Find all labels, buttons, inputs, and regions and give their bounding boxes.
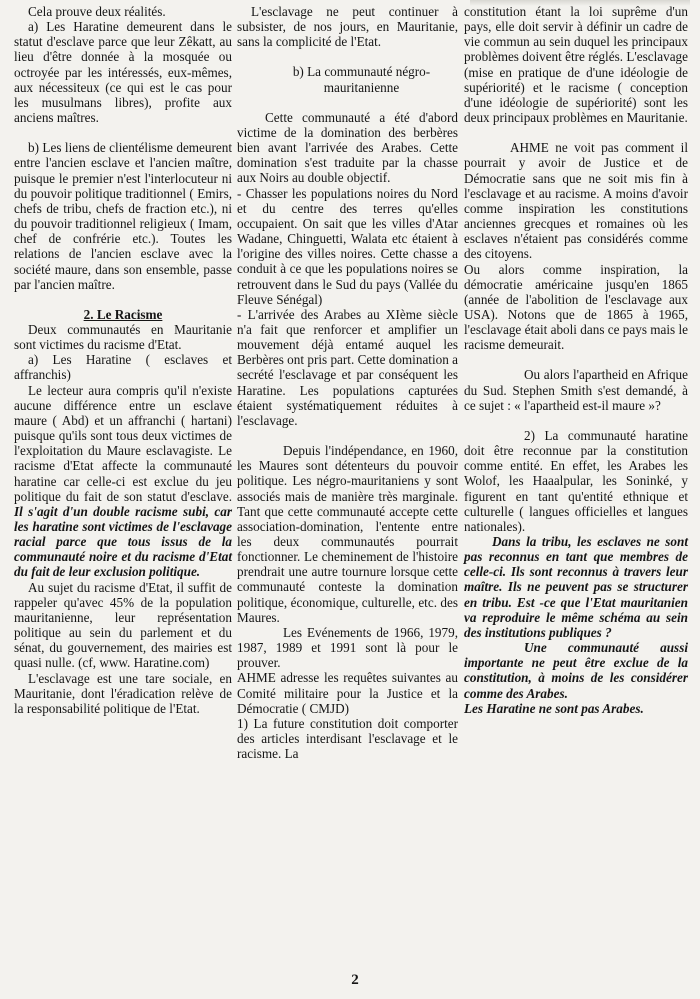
paragraph-gap (14, 125, 232, 140)
col2-paragraph-3: - Chasser les populations noires du Nord et du centre des terres qu'elles occupaient. On sait que les villes d'Atar Wadane, Chinguetti, Walata etc étaient à l'origine des villes noires. Cette chasse a conduit à ce que les populations noires se retrouvent dans le Sud du pays (Vallée du Fleuve Sénégal) (237, 185, 458, 307)
page-number: 2 (351, 972, 359, 988)
col2-paragraph-5: Depuis l'indépendance, en 1960, les Maures sont détenteurs du pouvoir politique. Les négro-mauritaniens y sont associés mais de manière très marginale. Tant que cette communauté accepte cette association-domination, l'entente entre les deux communautés pourrait fonctionner. Le cheminement de l'histoire prendrait une autre tournure lorsque cette communauté conteste la domination politique, économique, culturelle, etc. des Maures. (237, 443, 458, 625)
col1-paragraph-4: Deux communautés en Mauritanie sont victimes du racisme d'Etat. (14, 321, 232, 353)
col1-paragraph-6-emphasis: Il s'agit d'un double racisme subi, car les haratine sont victimes de l'esclavage racial parce que tous issus de la communauté noire et du racisme d'Etat du fait de leur exclusion politique. (14, 503, 232, 580)
subsection-heading-negro-mauritanienne: b) La communauté négro-mauritanienne (292, 64, 431, 95)
col1-paragraph-8: L'esclavage est une tare sociale, en Mauritanie, dont l'éradication relève de la responsabilité politique de l'Etat. (14, 670, 232, 716)
paragraph-gap (237, 428, 458, 443)
col1-paragraph-6-text: Le lecteur aura compris qu'il n'existe aucune différence entre un esclave maure ( Abd) et un affranchi ( hartani) puisque qu'ils sont tous deux victimes de l'exploitation du Maure esclavagiste. Le racisme d'Etat affecte la communauté haratine car celle-ci est exclue du jeu politique du fait de son statut d'esclave. (14, 382, 232, 504)
col3-paragraph-2: AHME ne voit pas comment il pourrait y avoir de Justice et de Démocratie sans que ne soit mis fin à l'esclavage et au racisme. A moins d'avoir comme inspiration les constitutions anciennes grecques et romaines où les esclaves n'étaient pas considérés comme des citoyens. (464, 140, 688, 262)
col2-paragraph-2: Cette communauté a été d'abord victime de la domination des berbères bien avant l'arrivée des Arabes. Cette domination s'est traduite par la chasse aux Noirs au double objectif. (237, 109, 458, 186)
col1-paragraph-6 (14, 383, 232, 580)
col2-paragraph-8: 1) La future constitution doit comporter des articles interdisant l'esclavage et le racisme. La (237, 715, 458, 762)
col1-paragraph-7: Au sujet du racisme d'Etat, il suffit de rappeler qu'avec 45% de la population mauritanienne, leur représentation politique au sein du parlement et du sénat, du gouvernement, des mairies est quasi nulle. (cf, www. Haratine.com) (14, 579, 232, 671)
col1-paragraph-5: a) Les Haratine ( esclaves et affranchis) (14, 352, 232, 383)
col3-paragraph-5: 2) La communauté haratine doit être reconnue par la constitution comme entité. En effet, les Arabes les Wolof, les Haaalpular, les Soninké, y figurent en tant qu'entité ethnique et culturelle ( langues officielles et langues nationales). (464, 427, 688, 534)
column-2 (237, 4, 458, 761)
paragraph-gap (237, 95, 458, 110)
paragraph-gap (237, 49, 458, 64)
col3-paragraph-3: Ou alors comme inspiration, la démocratie américaine jusqu'en 1865 (année de l'abolition de l'esclavage aux USA). Notons que de 1865 à 1965, l'esclavage était aboli dans ce pays mais le racisme demeurait. (464, 261, 688, 353)
paragraph-gap (464, 413, 688, 428)
col3-paragraph-6: Dans la tribu, les esclaves ne sont pas reconnus en tant que membres de celle-ci. Ils sont reconnus à travers leur maître. Ils ne peuvent pas se structurer en tribu. Est -ce que l'Etat mauritanien va reproduire le même schéma au sein des institutions publiques ? (464, 534, 688, 640)
footer-bleed (470, 976, 670, 990)
col3-paragraph-1: constitution étant la loi suprême d'un pays, elle doit servir à définir un cadre de vie commun au sein duquel les principaux problèmes doivent être réglés. L'esclavage (mise en pratique de d'une idéologie de supériorité) et le racisme ( conception d'une idéologie de supériorité) sont les deux principaux problèmes en Mauritanie. (464, 4, 688, 126)
col3-paragraph-7: Une communauté aussi importante ne peut être exclue de la constitution, à moins de les considérer comme des Arabes. (464, 640, 688, 701)
col2-paragraph-6: Les Evénements de 1966, 1979, 1987, 1989 et 1991 sont là pour le prouver. (237, 624, 458, 671)
paragraph-gap (14, 292, 232, 307)
section-heading-racisme: 2. Le Racisme (83, 306, 163, 322)
col3-paragraph-8: Les Haratine ne sont pas Arabes. (464, 700, 644, 716)
col1-paragraph-1: Cela prouve deux réalités. (28, 4, 166, 19)
column-1 (14, 4, 232, 716)
col3-paragraph-4: Ou alors l'apartheid en Afrique du Sud. Stephen Smith s'est demandé, à ce sujet : « l'apartheid est-il maure »? (464, 367, 688, 413)
col2-paragraph-7: AHME adresse les requêtes suivantes au Comité militaire pour la Justice et la Démocratie ( CMJD) (237, 670, 458, 716)
paragraph-gap (464, 352, 688, 367)
col1-paragraph-3: b) Les liens de clientélisme demeurent entre l'ancien esclave et l'ancien maître, puisque le premier n'est l'interlocuteur ni du pouvoir politique traditionnel ( Emirs, chefs de tribu, chefs de fraction etc.), ni du pouvoir traditionnel religieux ( Imam, chef de confrérie etc.). Toutes les relations de l'ancien esclave avec la société maure, dans son ensemble, passe par l'ancien maître. (14, 140, 232, 292)
col1-paragraph-2: a) Les Haratine demeurent dans le statut d'esclave parce que leur Zêkatt, au lieu d'être donnée à la mosquée ou octroyée par les intéressés, eux-mêmes, aux nécessiteux (ce qui est le cas pour les musulmans libres), profite aux anciens maîtres. (14, 19, 232, 126)
col2-paragraph-1: L'esclavage ne peut continuer à subsister, de nos jours, en Mauritanie, sans la complicité de l'Etat. (237, 4, 458, 50)
col2-paragraph-4: - L'arrivée des Arabes au XIème siècle n'a fait que renforcer et amplifier un mouvement déjà entamé auquel les Berbères ont pris part. Cette domination a secrété l'esclavage et par conséquent les Haratine. Les populations capturées étaient systématiquement réduites à l'esclavage. (237, 306, 458, 428)
column-3 (464, 4, 688, 716)
paragraph-gap (464, 125, 688, 140)
